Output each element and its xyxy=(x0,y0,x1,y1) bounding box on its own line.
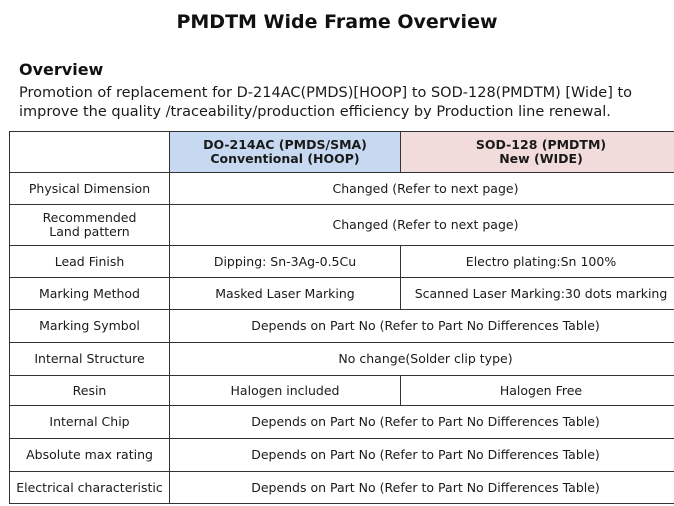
row-new-value: Halogen Free xyxy=(401,376,674,406)
overview-table xyxy=(9,131,674,504)
row-label: Resin xyxy=(10,376,170,406)
table-row xyxy=(10,310,674,343)
table-row xyxy=(10,205,674,246)
row-label: Marking Method xyxy=(10,278,170,310)
row-new-value: Scanned Laser Marking:30 dots marking xyxy=(401,278,674,310)
overview-heading: Overview xyxy=(19,60,104,79)
header-conventional-line2: Conventional (HOOP) xyxy=(210,151,360,166)
header-conventional-line1: DO-214AC (PMDS/SMA) xyxy=(203,137,367,152)
row-label-line1: Recommended xyxy=(42,210,137,225)
header-empty-cell xyxy=(10,132,170,173)
table-row xyxy=(10,376,674,406)
row-merged-value: Depends on Part No (Refer to Part No Differences Table) xyxy=(170,406,674,439)
header-new xyxy=(401,132,674,173)
row-merged-value: Changed (Refer to next page) xyxy=(170,205,674,246)
table-row xyxy=(10,173,674,205)
table-header-row xyxy=(10,132,674,173)
row-merged-value: Changed (Refer to next page) xyxy=(170,173,674,205)
row-label: Electrical characteristic xyxy=(10,472,170,504)
row-new-value: Electro plating:Sn 100% xyxy=(401,246,674,278)
row-label xyxy=(10,205,170,246)
header-new-line2: New (WIDE) xyxy=(499,151,583,166)
row-label-line2: Land pattern xyxy=(49,224,130,239)
table-row xyxy=(10,278,674,310)
table-row xyxy=(10,406,674,439)
row-label: Marking Symbol xyxy=(10,310,170,343)
table-row xyxy=(10,472,674,504)
table-row xyxy=(10,246,674,278)
row-label: Physical Dimension xyxy=(10,173,170,205)
table-row xyxy=(10,343,674,376)
row-conventional-value: Halogen included xyxy=(170,376,401,406)
header-conventional xyxy=(170,132,401,173)
table-row xyxy=(10,439,674,472)
row-merged-value: Depends on Part No (Refer to Part No Differences Table) xyxy=(170,472,674,504)
page-title: PMDTM Wide Frame Overview xyxy=(176,11,498,33)
row-merged-value: No change(Solder clip type) xyxy=(170,343,674,376)
row-merged-value: Depends on Part No (Refer to Part No Differences Table) xyxy=(170,310,674,343)
row-label: Internal Structure xyxy=(10,343,170,376)
header-new-line1: SOD-128 (PMDTM) xyxy=(475,137,607,152)
row-conventional-value: Dipping: Sn-3Ag-0.5Cu xyxy=(170,246,401,278)
row-label: Internal Chip xyxy=(10,406,170,439)
row-label: Lead Finish xyxy=(10,246,170,278)
overview-description: Promotion of replacement for D-214AC(PMDS)[HOOP] to SOD-128(PMDTM) [Wide] to improve the quality /traceability/production efficiency by Production line renewal. xyxy=(19,85,633,120)
row-label: Absolute max rating xyxy=(10,439,170,472)
row-merged-value: Depends on Part No (Refer to Part No Differences Table) xyxy=(170,439,674,472)
row-conventional-value: Masked Laser Marking xyxy=(170,278,401,310)
